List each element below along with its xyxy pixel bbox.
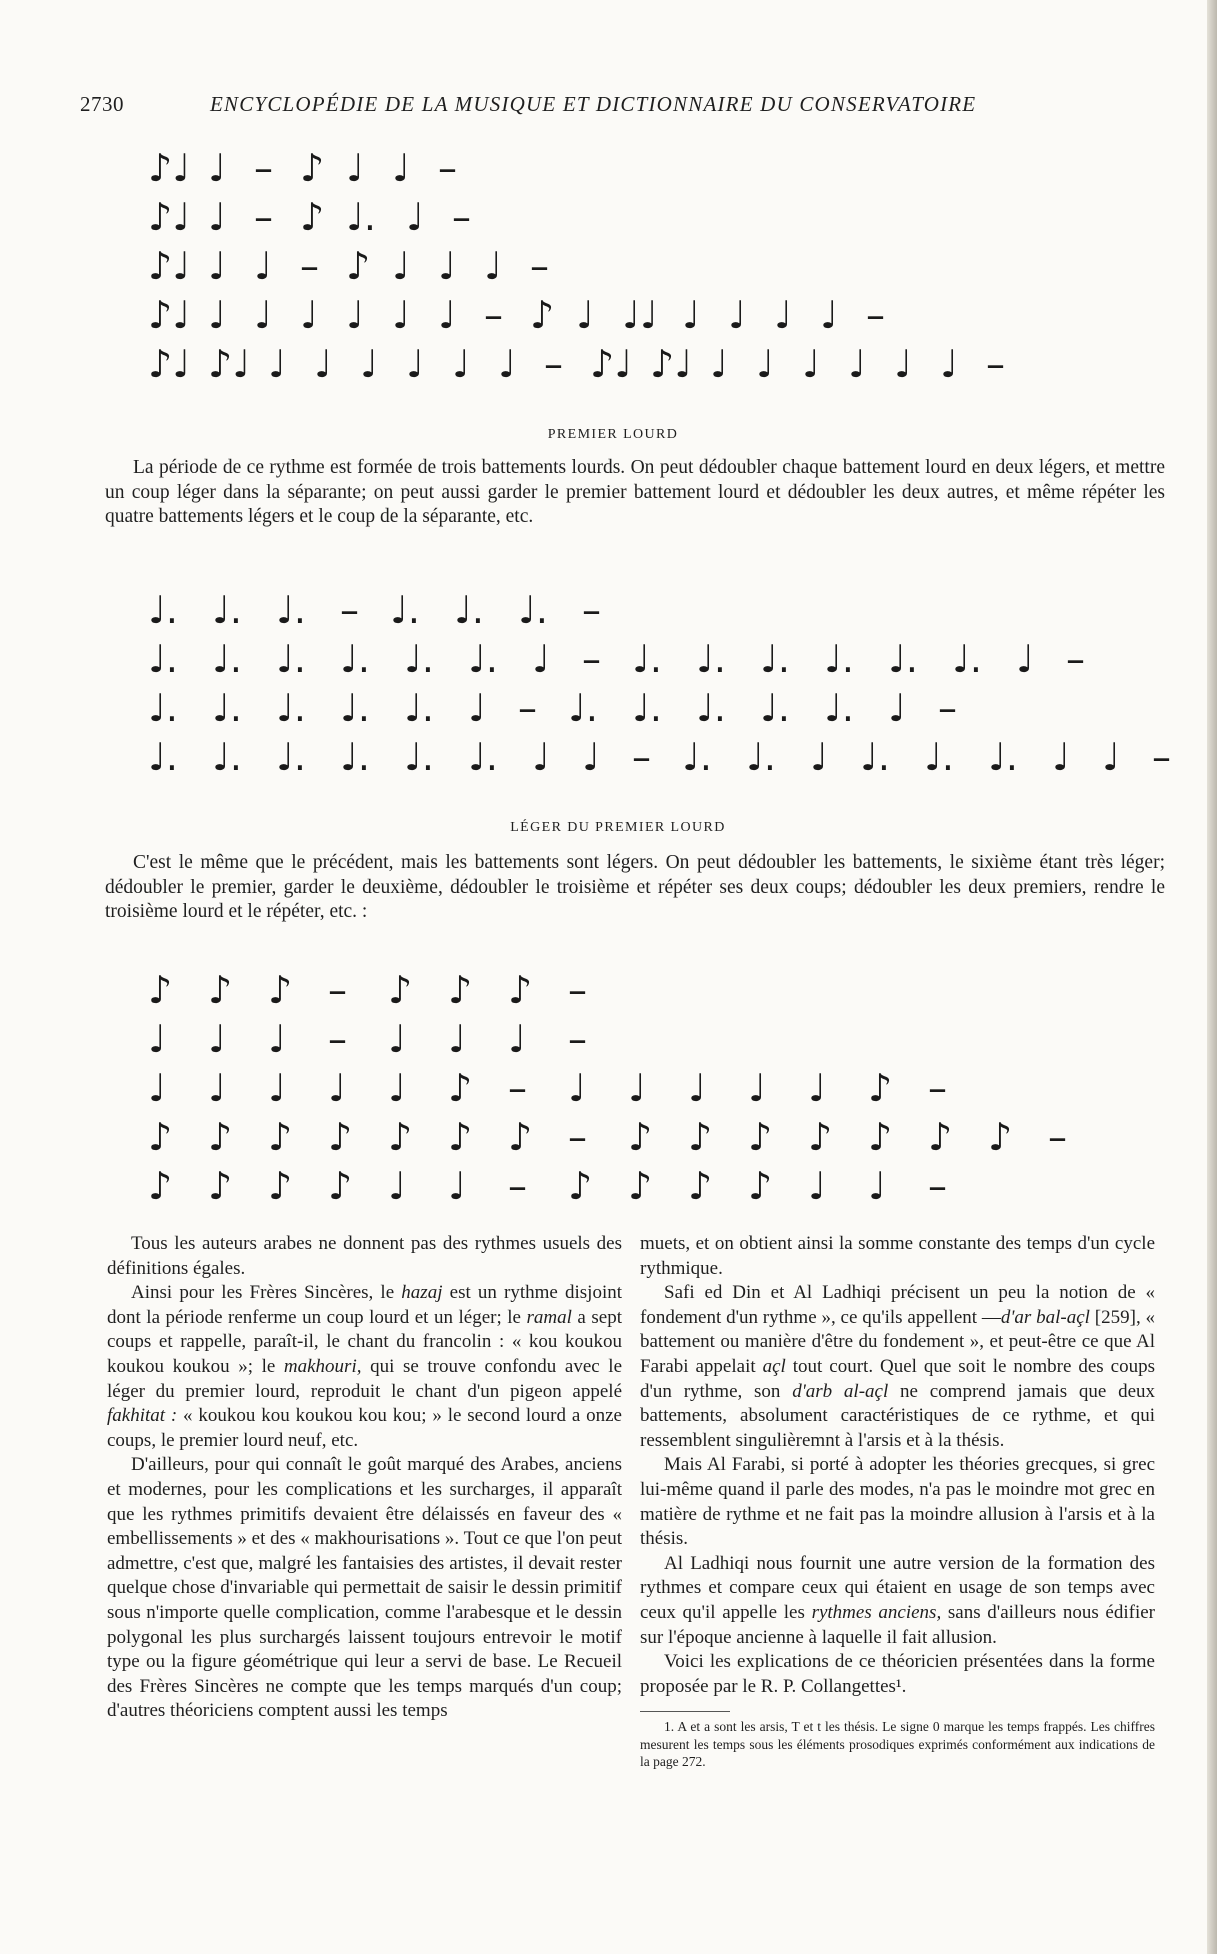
note-glyph: ♩ <box>452 342 470 386</box>
note-glyph: ♪ <box>268 1115 293 1159</box>
note-glyph: ♩. <box>468 637 499 681</box>
note-glyph: ♪ <box>988 1115 1013 1159</box>
text: Al Ladhiqi nous fournit une autre version de la formation des rythmes et compare ceux qui étaient en usage de son temps avec ceux qu'il appelle les <box>640 1552 1155 1623</box>
note-glyph: ♪♩ <box>590 342 633 386</box>
note-glyph: ♪♩ <box>148 342 191 386</box>
separator-dash: – <box>1048 1115 1067 1159</box>
note-glyph: ♪ <box>268 1164 293 1208</box>
note-glyph: ♩ <box>498 342 516 386</box>
text: [259], « battement ou manière d'être du fondement », et peut-être ce que Al Farabi appelait <box>640 1306 1156 1377</box>
note-glyph: ♩. <box>632 686 663 730</box>
note-glyph: ♩ <box>254 244 272 288</box>
separator-dash: – <box>452 195 471 239</box>
note-glyph: ♩ <box>438 244 456 288</box>
text: qui se trouve confondu avec le léger du premier lourd, reproduit le chant d'un pigeon appelé <box>107 1355 623 1402</box>
note-glyph: ♩ <box>392 293 410 337</box>
text: tout court. Quel que soit le nombre des coups d'un rythme, son <box>640 1355 1155 1402</box>
separator-dash: – <box>328 1017 347 1061</box>
note-glyph: ♩ <box>808 1066 826 1110</box>
separator-dash: – <box>484 293 503 337</box>
note-glyph: ♩♩ <box>622 293 658 337</box>
note-glyph: ♩. <box>212 588 243 632</box>
text: est un rythme disjoint dont la période renferme un coup lourd et un léger; le <box>107 1282 622 1328</box>
note-glyph: ♩ <box>802 342 820 386</box>
note-glyph: ♩. <box>760 686 791 730</box>
footnote: 1. A et a sont les arsis, T et t les thésis. Le signe 0 marque les temps frappés. Les chiffres mesurent les temps sous les éléments prosodiques exprimés conformément aux indications de la page 272. <box>640 1719 1155 1770</box>
note-glyph: ♩ <box>208 293 226 337</box>
note-glyph: ♩ <box>406 195 424 239</box>
note-glyph: ♪ <box>928 1115 953 1159</box>
note-glyph: ♩ <box>748 1066 766 1110</box>
note-glyph: ♪ <box>868 1115 893 1159</box>
note-glyph: ♪ <box>808 1115 833 1159</box>
right-paragraph-2 <box>640 1281 1155 1453</box>
note-glyph: ♪ <box>448 1115 473 1159</box>
note-glyph: ♩. <box>860 735 891 779</box>
note-glyph: ♩. <box>390 588 421 632</box>
note-glyph: ♪ <box>530 293 555 337</box>
note-glyph: ♩ <box>1052 735 1070 779</box>
note-glyph: ♩. <box>746 735 777 779</box>
note-glyph: ♩. <box>340 735 371 779</box>
note-glyph: ♩ <box>268 342 286 386</box>
paragraph-text: C'est le même que le précédent, mais les battements sont légers. On peut dédoubler les battements, le sixième étant très léger; dédoubler le premier, garder le deuxième, dédoubler le troisième et répéter ses deux coups; dédoubler les deux premiers, rendre le troisième lourd et le répéter, etc. : <box>105 852 1165 922</box>
note-glyph: ♩. <box>148 686 179 730</box>
paragraph-text: La période de ce rythme est formée de trois battements lourds. On peut dédoubler chaque battement lourd en deux légers, et mettre un coup léger dans la séparante; on peut aussi garder le premier battement lourd et dédoubler les deux autres, et même répéter les quatre battements légers et le coup de la séparante, etc. <box>105 457 1165 527</box>
note-glyph: ♩ <box>392 146 410 190</box>
note-glyph: ♪♩ <box>650 342 693 386</box>
term-fakhitat: fakhitat : <box>107 1405 178 1427</box>
note-glyph: ♩. <box>212 735 243 779</box>
separator-dash: – <box>568 1017 587 1061</box>
term-darb-al-acl: d'arb al-açl <box>792 1380 889 1402</box>
note-glyph: ♩ <box>940 342 958 386</box>
text: « koukou kou koukou kou kou; » le second lourd a onze coups, le premier lourd neuf, etc. <box>107 1405 622 1451</box>
note-glyph: ♩ <box>346 146 364 190</box>
paragraph-leger <box>105 851 1165 925</box>
note-glyph: ♩ <box>208 1066 226 1110</box>
note-glyph: ♩. <box>404 735 435 779</box>
note-glyph: ♩ <box>438 293 456 337</box>
separator-dash: – <box>1152 735 1171 779</box>
separator-dash: – <box>300 244 319 288</box>
note-glyph: ♪ <box>328 1164 353 1208</box>
note-glyph: ♪ <box>208 1115 233 1159</box>
note-glyph: ♪ <box>388 968 413 1012</box>
note-glyph: ♪ <box>628 1115 653 1159</box>
text: ne comprend jamais que deux battements, absolument caractéristiques de ce rythme, et qui ressemblent singulièremnt à l'arsis et à la thésis. <box>640 1380 1155 1451</box>
note-glyph: ♩ <box>360 342 378 386</box>
note-glyph: ♩ <box>406 342 424 386</box>
separator-dash: – <box>544 342 563 386</box>
note-glyph: ♩ <box>1016 637 1034 681</box>
right-paragraph-3: Mais Al Farabi, si porté à adopter les théories grecques, si grec lui-même quand il parle des modes, n'a pas le moindre mot grec en matière de rythme et ne fait pas la moindre allusion à l'arsis et à la thésis. <box>640 1454 1155 1550</box>
note-glyph: ♩ <box>682 293 700 337</box>
note-glyph: ♩ <box>868 1164 886 1208</box>
note-glyph: ♩. <box>824 686 855 730</box>
note-glyph: ♩. <box>340 637 371 681</box>
note-glyph: ♩ <box>448 1164 466 1208</box>
note-glyph: ♩. <box>518 588 549 632</box>
note-glyph: ♪ <box>568 1164 593 1208</box>
right-paragraph-1: muets, et on obtient ainsi la somme constante des temps d'un cycle rythmique. <box>640 1233 1155 1279</box>
note-glyph: ♪ <box>508 1115 533 1159</box>
note-glyph: ♩. <box>404 637 435 681</box>
note-glyph: ♩. <box>212 686 243 730</box>
note-glyph: ♩. <box>760 637 791 681</box>
section-label-premier-lourd: PREMIER LOURD <box>547 427 679 442</box>
note-glyph: ♩. <box>340 686 371 730</box>
note-glyph: ♩. <box>568 686 599 730</box>
footnote-rule <box>640 1711 730 1712</box>
note-glyph: ♪♩ <box>148 293 191 337</box>
note-glyph: ♩ <box>314 342 332 386</box>
term-darb-al-acl: d'ar bal-açl <box>1000 1306 1090 1328</box>
note-glyph: ♪ <box>628 1164 653 1208</box>
note-glyph: ♩ <box>208 195 226 239</box>
note-glyph: ♩ <box>448 1017 466 1061</box>
term-hazaj: hazaj <box>401 1282 443 1304</box>
note-glyph: ♪ <box>508 968 533 1012</box>
note-glyph: ♩. <box>952 637 983 681</box>
note-glyph: ♩. <box>924 735 955 779</box>
note-glyph: ♩ <box>208 1017 226 1061</box>
note-glyph: ♩ <box>848 342 866 386</box>
left-column <box>107 1232 622 1724</box>
text: Ainsi pour les Frères Sincères, le <box>131 1282 402 1304</box>
note-glyph: ♩ <box>346 293 364 337</box>
note-glyph: ♩ <box>688 1066 706 1110</box>
note-glyph: ♪ <box>388 1115 413 1159</box>
paragraph-premier-lourd <box>105 456 1165 530</box>
note-glyph: ♩. <box>276 686 307 730</box>
book-spine-edge <box>1207 0 1217 1954</box>
note-glyph: ♩. <box>988 735 1019 779</box>
note-glyph: ♩ <box>1102 735 1120 779</box>
note-glyph: ♩ <box>468 686 486 730</box>
note-glyph: ♩ <box>484 244 502 288</box>
page-number: 2730 <box>80 92 124 116</box>
note-glyph: ♩ <box>268 1066 286 1110</box>
note-glyph: ♩. <box>824 637 855 681</box>
separator-dash: – <box>928 1066 947 1110</box>
separator-dash: – <box>328 968 347 1012</box>
note-glyph: ♪ <box>148 1164 173 1208</box>
note-glyph: ♩. <box>148 588 179 632</box>
note-glyph: ♩. <box>346 195 377 239</box>
note-glyph: ♪ <box>448 1066 473 1110</box>
text: a sept coups et rappelle, paraît-il, le chant du francolin : « kou koukou koukou koukou »; le <box>107 1306 622 1377</box>
note-glyph: ♩ <box>774 293 792 337</box>
separator-dash: – <box>938 686 957 730</box>
note-glyph: ♩. <box>276 735 307 779</box>
note-glyph: ♪ <box>688 1164 713 1208</box>
running-title: ENCYCLOPÉDIE DE LA MUSIQUE ET DICTIONNAIRE DU CONSERVATOIRE <box>210 92 977 116</box>
note-glyph: ♪ <box>208 1164 233 1208</box>
note-glyph: ♩ <box>388 1164 406 1208</box>
text: Safi ed Din et Al Ladhiqi précisent un peu la notion de « fondement d'un rythme », ce qu'ils appellent — <box>640 1282 1155 1328</box>
separator-dash: – <box>986 342 1005 386</box>
note-glyph: ♩. <box>632 637 663 681</box>
note-glyph: ♩ <box>268 1017 286 1061</box>
separator-dash: – <box>508 1066 527 1110</box>
note-glyph: ♪♩ <box>208 342 251 386</box>
text: sans d'ailleurs nous édifier sur l'époque ancienne à laquelle il fait allusion. <box>640 1601 1155 1648</box>
right-column <box>640 1232 1155 1771</box>
note-glyph: ♪ <box>346 244 371 288</box>
note-glyph: ♪ <box>300 195 325 239</box>
note-glyph: ♩ <box>756 342 774 386</box>
note-glyph: ♩ <box>582 735 600 779</box>
note-glyph: ♩. <box>148 735 179 779</box>
separator-dash: – <box>1066 637 1085 681</box>
note-glyph: ♩. <box>888 637 919 681</box>
note-glyph: ♩. <box>276 637 307 681</box>
separator-dash: – <box>530 244 549 288</box>
note-glyph: ♩ <box>576 293 594 337</box>
note-glyph: ♪ <box>300 146 325 190</box>
separator-dash: – <box>928 1164 947 1208</box>
note-glyph: ♩ <box>810 735 828 779</box>
right-paragraph-4 <box>640 1552 1155 1650</box>
note-glyph: ♪ <box>688 1115 713 1159</box>
note-glyph: ♪ <box>328 1115 353 1159</box>
separator-dash: – <box>582 588 601 632</box>
note-glyph: ♪ <box>748 1115 773 1159</box>
note-glyph: ♩ <box>894 342 912 386</box>
separator-dash: – <box>438 146 457 190</box>
note-glyph: ♩. <box>468 735 499 779</box>
separator-dash: – <box>568 968 587 1012</box>
note-glyph: ♩. <box>454 588 485 632</box>
separator-dash: – <box>254 195 273 239</box>
term-ramal: ramal <box>526 1306 572 1328</box>
note-glyph: ♩ <box>328 1066 346 1110</box>
left-paragraph-3: D'ailleurs, pour qui connaît le goût marqué des Arabes, anciens et modernes, pour les complications et les surcharges, il apparaît que les rythmes primitifs devaient être délaissés en faveur des « embellissements » et des « makhourisations ». Tout ce que l'on peut admettre, c'est que, malgré les fantaisies des artistes, il devait rester quelque chose d'invariable qui permettait de saisir le dessin primitif sous n'importe quelle complication, comme l'arabesque et le dessin polygonal les plus surchargés laissent toujours entrevoir le motif type ou la figure géométrique qui leur a servi de base. Le Recueil des Frères Sincères ne compte que les temps marqués d'un coup; d'autres théoriciens comptent aussi les temps <box>107 1454 622 1722</box>
note-glyph: ♩. <box>404 686 435 730</box>
note-glyph: ♪ <box>148 1115 173 1159</box>
note-glyph: ♩. <box>276 588 307 632</box>
note-glyph: ♪♩ <box>148 195 191 239</box>
note-glyph: ♩ <box>300 293 318 337</box>
note-glyph: ♩ <box>568 1066 586 1110</box>
note-glyph: ♩ <box>508 1017 526 1061</box>
separator-dash: – <box>508 1164 527 1208</box>
section-label-leger-du-premier-lourd: LÉGER DU PREMIER LOURD <box>510 820 726 835</box>
note-glyph: ♩ <box>628 1066 646 1110</box>
right-paragraph-5: Voici les explications de ce théoricien présentées dans la forme proposée par le R. P. Collangettes¹. <box>640 1651 1155 1697</box>
separator-dash: – <box>568 1115 587 1159</box>
note-glyph: ♪ <box>148 968 173 1012</box>
left-paragraph-2 <box>107 1281 622 1453</box>
separator-dash: – <box>518 686 537 730</box>
separator-dash: – <box>632 735 651 779</box>
separator-dash: – <box>866 293 885 337</box>
note-glyph: ♩ <box>532 735 550 779</box>
separator-dash: – <box>254 146 273 190</box>
note-glyph: ♩ <box>388 1017 406 1061</box>
note-glyph: ♪ <box>268 968 293 1012</box>
note-glyph: ♩. <box>212 637 243 681</box>
note-glyph: ♩ <box>820 293 838 337</box>
note-glyph: ♩ <box>208 146 226 190</box>
note-glyph: ♩ <box>888 686 906 730</box>
note-glyph: ♩ <box>808 1164 826 1208</box>
note-glyph: ♪ <box>448 968 473 1012</box>
note-glyph: ♩. <box>148 637 179 681</box>
note-glyph: ♩. <box>696 686 727 730</box>
separator-dash: – <box>340 588 359 632</box>
note-glyph: ♪♩ <box>148 146 191 190</box>
note-glyph: ♩ <box>728 293 746 337</box>
note-glyph: ♩ <box>148 1017 166 1061</box>
note-glyph: ♩ <box>254 293 272 337</box>
note-glyph: ♩ <box>388 1066 406 1110</box>
left-paragraph-1: Tous les auteurs arabes ne donnent pas des rythmes usuels des définitions égales. <box>107 1233 622 1279</box>
term-acl: açl <box>762 1355 786 1377</box>
separator-dash: – <box>582 637 601 681</box>
note-glyph: ♩. <box>682 735 713 779</box>
note-glyph: ♪ <box>748 1164 773 1208</box>
note-glyph: ♩ <box>208 244 226 288</box>
note-glyph: ♩ <box>148 1066 166 1110</box>
note-glyph: ♪ <box>208 968 233 1012</box>
term-rythmes-anciens: rythmes anciens, <box>811 1601 942 1623</box>
note-glyph: ♩. <box>696 637 727 681</box>
term-makhouri: makhouri, <box>283 1355 362 1377</box>
note-glyph: ♩ <box>532 637 550 681</box>
note-glyph: ♪♩ <box>148 244 191 288</box>
note-glyph: ♩ <box>392 244 410 288</box>
note-glyph: ♪ <box>868 1066 893 1110</box>
note-glyph: ♩ <box>710 342 728 386</box>
